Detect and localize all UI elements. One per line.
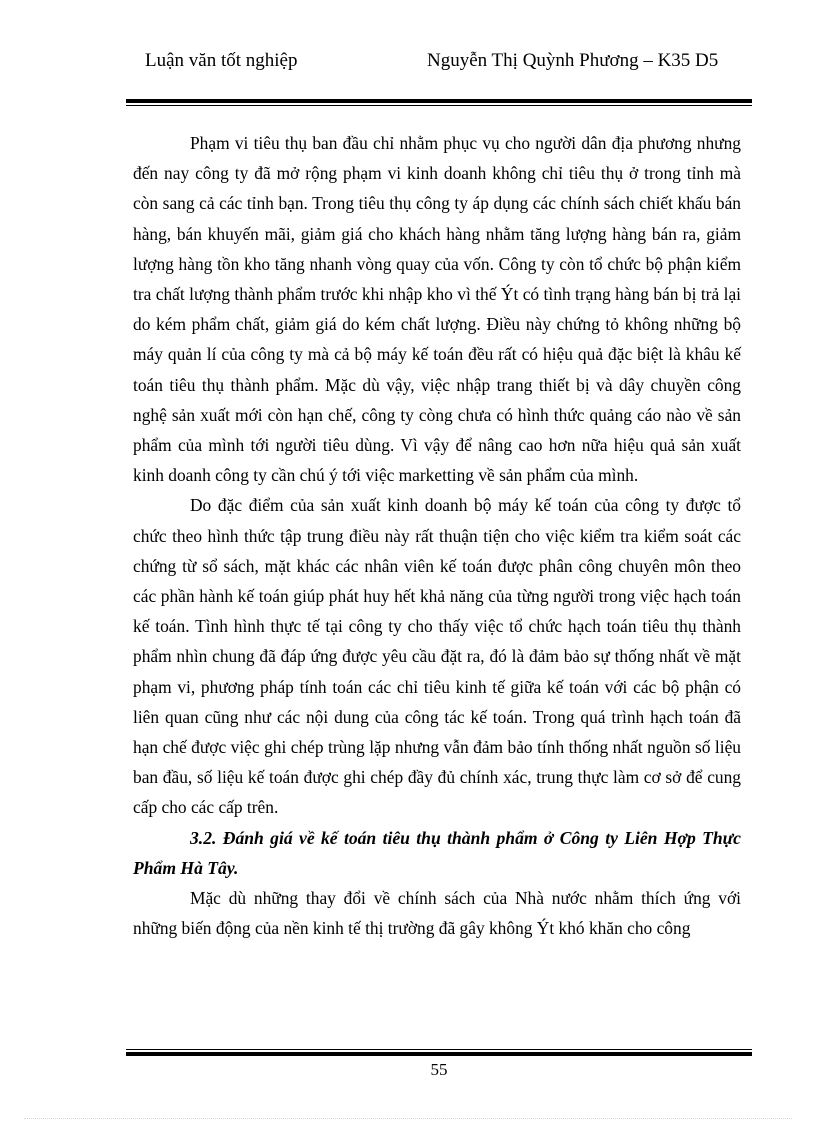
paragraph-1: Phạm vi tiêu thụ ban đầu chỉ nhằm phục vụ cho người dân địa phương nhưng đến nay công ty đã mở rộng phạm vi kinh doanh không chỉ tiêu thụ ở trong tỉnh mà còn sang cả các tỉnh bạn. Trong tiêu thụ công ty áp dụng các chính sách chiết khấu bán hàng, bán khuyến mãi, giảm giá cho khách hàng nhằm tăng lượng hàng bán ra, giảm lượng hàng tồn kho tăng nhanh vòng quay của vốn. Công ty còn tổ chức bộ phận kiểm tra chất lượng thành phẩm trước khi nhập kho vì thế Ýt có tình trạng hàng bán bị trả lại do kém phẩm chất, giảm giá do kém chất lượng. Điều này chứng tỏ không những bộ máy quản lí của công ty mà cả bộ máy kế toán đều rất có hiệu quả đặc biệt là khâu kế toán tiêu thụ thành phẩm. Mặc dù vậy, việc nhập trang thiết bị và dây chuyền công nghệ sản xuất mới còn hạn chế, công ty còng chưa có hình thức quảng cáo nào về sản phẩm của mình tới người tiêu dùng. Vì vậy để nâng cao hơn nữa hiệu quả sản xuất kinh doanh công ty cần chú ý tới việc marketting về sản phẩm của mình. (133, 133, 741, 486)
paragraph-2: Do đặc điểm của sản xuất kinh doanh bộ máy kế toán của công ty được tổ chức theo hình thức tập trung điều này rất thuận tiện cho việc kiểm tra kiểm soát các chứng từ sổ sách, mặt khác các nhân viên kế toán được phân công chuyên môn theo các phần hành kế toán giúp phát huy hết khả năng của từng người trong việc hạch toán kế toán. Tình hình thực tế tại công ty cho thấy việc tổ chức hạch toán tiêu thụ thành phẩm nhìn chung đã đáp ứng được yêu cầu đặt ra, đó là đảm bảo sự thống nhất về mặt phạm vi, phương pháp tính toán các chỉ tiêu kinh tế giữa kế toán với các bộ phận có liên quan cũng như các nội dung của công tác kế toán. Trong quá trình hạch toán đã hạn chế được việc ghi chép trùng lặp nhưng vẫn đảm bảo tính thống nhất nguồn số liệu ban đầu, số liệu kế toán được ghi chép đầy đủ chính xác, trung thực làm cơ sở để cung cấp cho các cấp trên. (133, 495, 741, 818)
section-heading: 3.2. Đánh giá về kế toán tiêu thụ thành phẩm ở Công ty Liên Hợp Thực Phẩm Hà Tây. (133, 827, 741, 878)
main-content (133, 128, 741, 943)
page-number: 55 (430, 1060, 448, 1079)
thesis-label: Luận văn tốt nghiệp (145, 50, 298, 71)
header-rule (126, 99, 752, 106)
footer-rule (126, 1049, 752, 1056)
paragraph-3: Mặc dù những thay đổi về chính sách của Nhà nước nhằm thích ứng với những biến động của nền kinh tế thị trường đã gây không Ýt khó khăn cho công (133, 888, 741, 939)
page-bottom-divider (24, 1118, 792, 1119)
author-info: Nguyễn Thị Quỳnh Phương – K35 D5 (427, 50, 719, 71)
